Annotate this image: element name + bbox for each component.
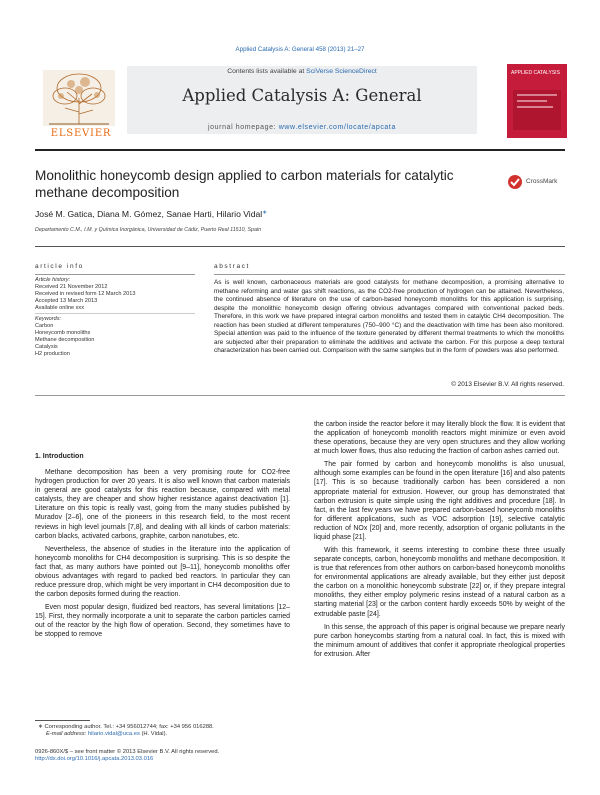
crossmark-label: CrossMark: [526, 178, 558, 185]
abstract-rule: [214, 274, 565, 275]
journal-homepage: journal homepage: www.elsevier.com/locate/apcata: [208, 124, 396, 131]
body-paragraph: The pair formed by carbon and honeycomb monoliths is also unusual, although some examples can be found in the open literature [16] and also patents [17]. This is so because traditionally carbon has been considered a non appropriate material for extrusion. However, our group has demonstrated that carbon extrusion is quite simple using the right additives and procedure [18]. In fact, in the last few years we have prepared carbon-based honeycomb monoliths for different applications, such as VOC adsorption [19], selective catalytic reduction of NOx [20] and, more recently, adsorption of organic pollutants in the liquid phase [21].: [314, 461, 565, 541]
abstract-bottom-rule: [35, 395, 565, 396]
front-matter-rule: [35, 246, 565, 247]
keyword: Methane decomposition: [35, 336, 95, 343]
article-info-heading: article info: [35, 263, 84, 270]
elsevier-wordmark: ELSEVIER: [50, 128, 112, 139]
abstract-copyright: © 2013 Elsevier B.V. All rights reserved.: [451, 381, 564, 388]
masthead-rule: [35, 149, 565, 151]
corresponding-author-contact: ∗ Corresponding author. Tel.: +34 956012744; fax: +34 956 016288.: [38, 724, 214, 730]
keyword: Carbon: [35, 322, 54, 329]
doi-link[interactable]: http://dx.doi.org/10.1016/j.apcata.2013.03.016: [35, 756, 154, 763]
sciencedirect-link[interactable]: SciVerse ScienceDirect: [306, 68, 377, 75]
footnote-rule: [35, 720, 90, 721]
body-paragraph: Even most popular design, fluidized bed reactors, has several limitations [12–15]. First, they normally incorporate a unit to separate the carbon particles carried out of the reactor by the high flow of operation. Second, they sometimes have to be stopped to remove: [35, 604, 290, 639]
history-item: Received 21 November 2012: [35, 283, 108, 290]
crossmark-icon: [507, 174, 523, 190]
body-paragraph: Methane decomposition has been a very promising route for CO2-free hydrogen production for over 20 years. It is also well known that carbon materials in general are good catalysts for this reaction because, compared with metal catalysts, they are cheaper and show higher resistance against deactivation [1]. Literature on this topic is really vast, going from the many studies published by Muradov [2–6], one of the pioneers in this research field, to the most recent reviews in high level journals [7,8], and dealing with all kinds of carbon materials: carbon blacks, activated carbons, graphite, carbon nanotubes, etc.: [35, 469, 290, 540]
keywords-list: [35, 316, 195, 357]
keywords-rule: [35, 313, 195, 314]
issn-block: [35, 749, 335, 764]
section-heading-introduction: 1. Introduction: [35, 453, 84, 460]
body-left-column: [35, 452, 290, 639]
issn-line: 0926-860X/$ – see front matter © 2013 Elsevier B.V. All rights reserved.: [35, 749, 220, 755]
corresponding-author-footnote: ∗ Corresponding author. Tel.: +34 956012744; fax: +34 956 016288. E-mail address: hilario.vidal@uca.es (H. Vidal).: [38, 724, 298, 739]
keyword: Catalysis: [35, 343, 58, 350]
body-paragraph: Nevertheless, the absence of studies in the literature into the application of honeycomb monoliths for CH4 decomposition is surprising. This is so despite the fact that, as many authors have pointed out [9–11], honeycomb monoliths offer obvious advantages with regard to packed bed reactors. In particular they can reduce pressure drop, which might be very important in CH4 decomposition due to the carbon deposits formed during the reaction.: [35, 545, 290, 599]
keyword: Honeycomb monoliths: [35, 329, 91, 336]
body-paragraph: With this framework, it seems interesting to combine these three usually separate concepts, carbon, honeycomb monoliths and methane decomposition. It is true that references from other authors on carbon-based honeycomb monoliths for environmental applications are already available, but they either just deposit the carbon on a monolithic honeycomb substrate [22] or, if they prepare integral monoliths, they either employ polymeric resins instead of a natural carbon as a starting material [23] or the carbon content hardly exceeds 50% by weight of the extrudable paste [24].: [314, 547, 565, 618]
email-link[interactable]: hilario.vidal@uca.es: [87, 731, 140, 738]
crossmark-badge[interactable]: [507, 174, 567, 190]
keyword: H2 production: [35, 350, 70, 357]
homepage-link[interactable]: www.elsevier.com/locate/apcata: [278, 124, 396, 131]
keywords-label: Keywords:: [35, 316, 62, 322]
email-label: E-mail address:: [46, 731, 88, 738]
elsevier-tree-logo: [35, 68, 123, 136]
contents-line: Contents lists available at SciVerse ScienceDirect: [227, 68, 377, 75]
article-history: [35, 277, 195, 312]
history-item: Available online xxx: [35, 304, 85, 311]
masthead-banner: [127, 66, 477, 134]
article-title: Monolithic honeycomb design applied to carbon materials for catalytic methane decomposition: [35, 168, 454, 200]
body-paragraph: the carbon inside the reactor before it may literally block the flow. It is evident that the application of honeycomb monolith reactors might minimize or even avoid these operations, because they are very open structures and they allow working at much lower flows, thus also reducing the fraction of carbon ashes carried out.: [314, 421, 565, 456]
abstract-text: As is well known, carbonaceous materials are good catalysts for methane decomposition, a promising alternative to methane reforming and water gas shift reactions, as the CO2-free production of hydrogen can be attained. Nevertheless, the continued absence of literature on the use of carbon-based honeycomb monoliths for this application is surprising, despite the monolithic honeycomb design offering obvious advantages compared with conventional packed beds. Therefore, in this work we have prepared integral carbon monoliths and tested them in catalytic CH4 decomposition. The reaction has been studied at different temperatures (750–900 °C) and the deactivation with time has been also monitored. Special attention was paid to the influence of the texture generated by different thermal treatments to which the monoliths are subjected after their preparation to eliminate the additives and activate the carbon. For this purpose a deep textural characterization has been carried out. Comparison with the same samples but in the form of powders was also performed.: [214, 279, 564, 355]
cover-title: APPLIED CATALYSIS: [511, 70, 560, 76]
history-label: Article history:: [35, 277, 71, 283]
body-paragraph: In this sense, the approach of this paper is original because we prepare nearly pure carbon honeycombs starting from a natural coal. In fact, this is mixed with the minimum amount of additives that confer it appropriate rheological properties for extrusion. After: [314, 623, 565, 658]
journal-masthead: [35, 60, 565, 140]
author-list: José M. Gatica, Diana M. Gómez, Sanae Harti, Hilario Vidal∗: [35, 209, 268, 219]
history-item: Accepted 13 March 2013: [35, 297, 98, 304]
author-affiliation: Departamento C.M., I.M. y Química Inorgánica, Universidad de Cádiz, Puerto Real 11510, Spain: [35, 227, 262, 233]
journal-title: Applied Catalysis A: General: [182, 86, 422, 105]
journal-cover-thumbnail: [507, 64, 567, 138]
corresponding-author-mark[interactable]: ∗: [262, 210, 268, 216]
body-right-column: [314, 420, 565, 659]
history-item: Received in revised form 12 March 2013: [35, 290, 136, 297]
journal-citation[interactable]: Applied Catalysis A: General 458 (2013) 21–27: [235, 46, 365, 53]
abstract-heading: abstract: [214, 263, 250, 270]
article-info-rule: [35, 274, 195, 275]
